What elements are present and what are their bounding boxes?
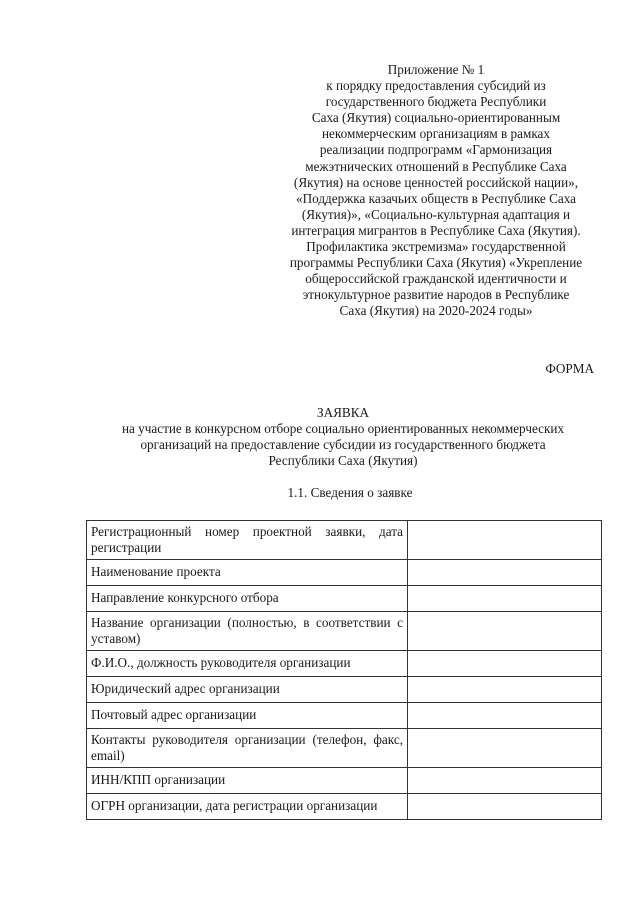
appendix-line: реализации подпрограмм «Гармонизация [319, 142, 553, 158]
table-row [87, 794, 602, 820]
table-row [87, 521, 602, 560]
appendix-line: программы Республики Саха (Якутия) «Укрепление [289, 255, 583, 271]
field-label-org-name: Название организации (полностью, в соответствии с уставом) [87, 612, 408, 651]
field-value-project-name[interactable] [408, 560, 602, 586]
appendix-line: межэтнических отношений в Республике Саха [305, 158, 567, 174]
appendix-line: к порядку предоставления субсидий из [326, 78, 546, 94]
appendix-line: (Якутия) на основе ценностей российской нации», [293, 174, 579, 190]
appendix-line: (Якутия)», «Социально-культурная адаптация и [301, 206, 571, 222]
table-row [87, 729, 602, 768]
application-subtitle-line: Республики Саха (Якутия) [268, 453, 418, 469]
appendix-header [268, 62, 604, 320]
field-label-inn-kpp: ИНН/КПП организации [87, 768, 408, 794]
table-row [87, 677, 602, 703]
application-subtitle-line: организаций на предоставление субсидии из государственного бюджета [140, 437, 546, 453]
table-row [87, 768, 602, 794]
application-info-table [86, 520, 602, 820]
field-value-legal-address[interactable] [408, 677, 602, 703]
appendix-line: Саха (Якутия) на 2020-2024 годы» [339, 303, 533, 319]
field-label-project-name: Наименование проекта [87, 560, 408, 586]
field-value-postal-address[interactable] [408, 703, 602, 729]
table-row [87, 560, 602, 586]
field-label-registration: Регистрационный номер проектной заявки, дата регистрации [87, 521, 408, 560]
field-value-director[interactable] [408, 651, 602, 677]
field-value-org-name[interactable] [408, 612, 602, 651]
form-label: ФОРМА [545, 361, 594, 376]
field-label-ogrn: ОГРН организации, дата регистрации организации [87, 794, 408, 820]
field-label-director: Ф.И.О., должность руководителя организации [87, 651, 408, 677]
table-row [87, 586, 602, 612]
appendix-line: некоммерческим организациям в рамках [322, 126, 550, 142]
appendix-line: «Поддержка казачьих обществ в Республике Саха [295, 190, 576, 206]
field-label-legal-address: Юридический адрес организации [87, 677, 408, 703]
application-subtitle [100, 421, 586, 470]
appendix-line: Профилактика экстремизма» государственной [306, 239, 566, 255]
appendix-line: общероссийской гражданской идентичности и [305, 271, 567, 287]
field-label-direction: Направление конкурсного отбора [87, 586, 408, 612]
table-row [87, 651, 602, 677]
application-title: ЗАЯВКА [316, 405, 370, 420]
section-title: 1.1. Сведения о заявке [287, 485, 413, 500]
appendix-line: этнокультурное развитие народов в Республике [302, 287, 570, 303]
field-value-ogrn[interactable] [408, 794, 602, 820]
appendix-line: интеграция мигрантов в Республике Саха (Якутия). [291, 222, 581, 238]
field-value-registration[interactable] [408, 521, 602, 560]
table-row [87, 612, 602, 651]
field-value-inn-kpp[interactable] [408, 768, 602, 794]
appendix-line: Саха (Якутия) социально-ориентированным [311, 110, 561, 126]
application-subtitle-line: на участие в конкурсном отборе социально ориентированных некоммерческих [121, 421, 565, 436]
field-label-postal-address: Почтовый адрес организации [87, 703, 408, 729]
appendix-line: государственного бюджета Республики [325, 94, 547, 110]
appendix-line: Приложение № 1 [387, 62, 485, 77]
table-row [87, 703, 602, 729]
field-value-contacts[interactable] [408, 729, 602, 768]
field-value-direction[interactable] [408, 586, 602, 612]
field-label-contacts: Контакты руководителя организации (телефон, факс, email) [87, 729, 408, 768]
